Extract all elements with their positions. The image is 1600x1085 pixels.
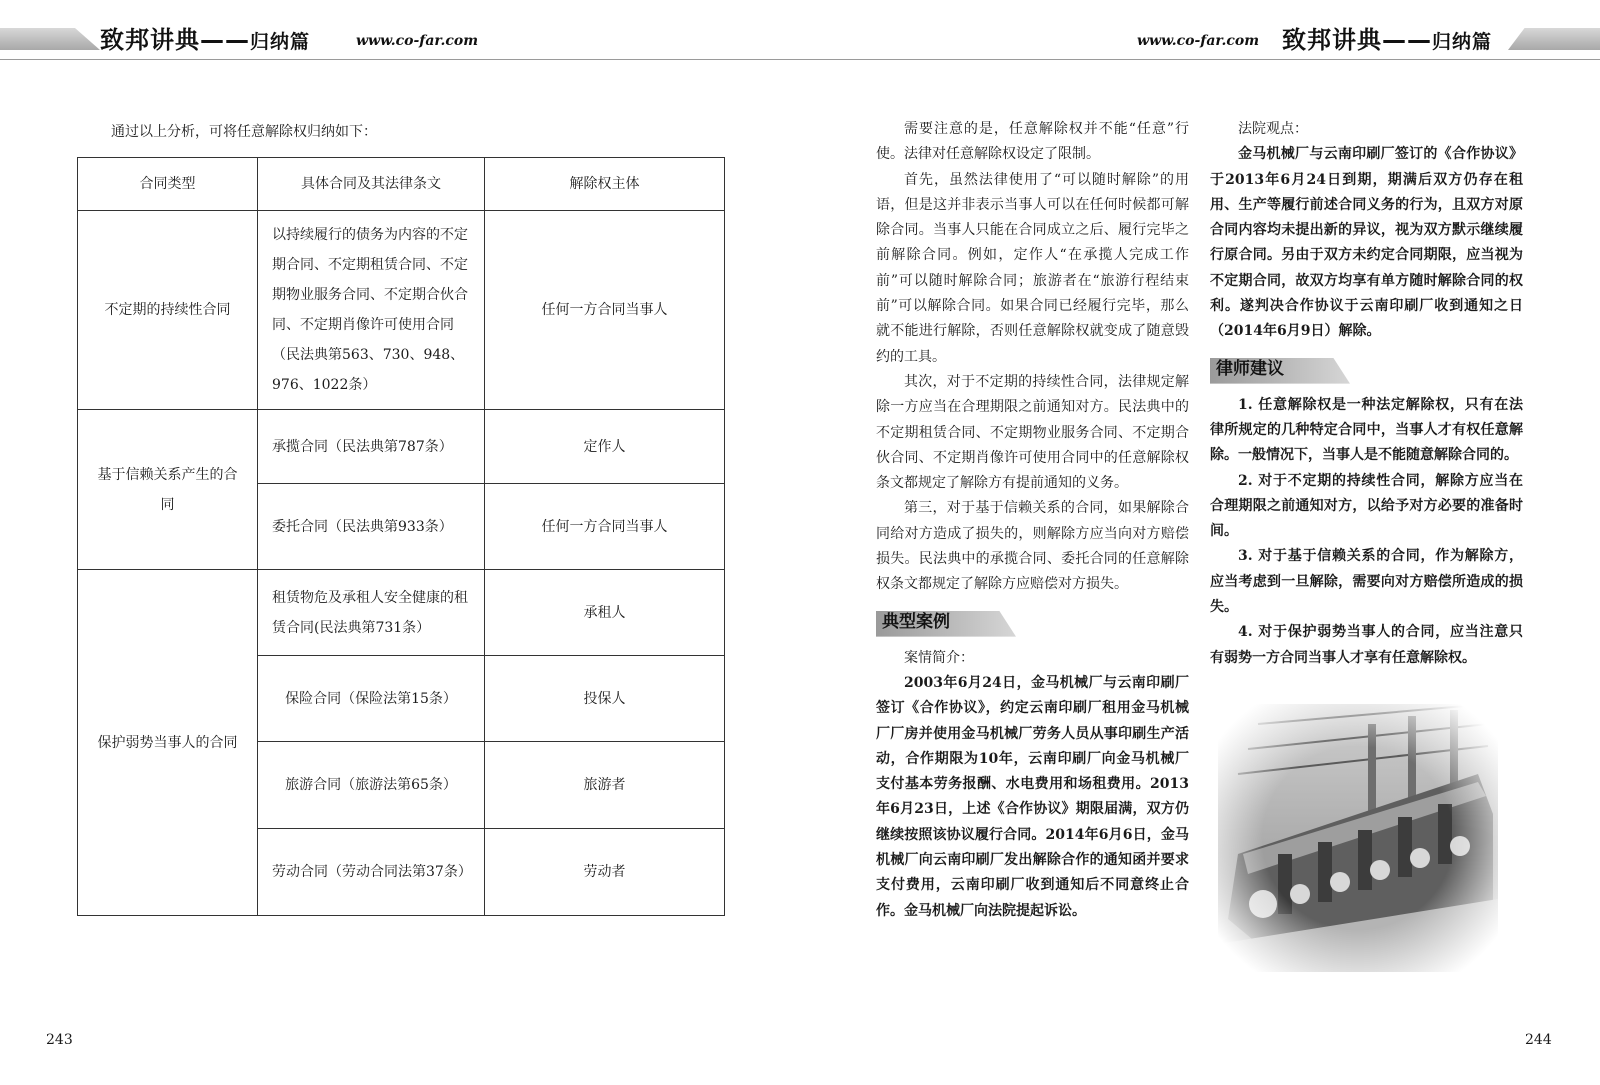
page-header [0, 0, 1600, 60]
table-header-cell: 合同类型 [78, 158, 258, 211]
rescission-party-cell: 旅游者 [485, 742, 725, 829]
printing-press-photo [1218, 704, 1498, 972]
rescission-party-cell: 承租人 [485, 570, 725, 656]
paragraph: 第三，对于基于信赖关系的合同，如果解除合同给对方造成了损失的，则解除方应当向对方赔偿损失。民法典中的承揽合同、委托合同的任意解除权条文都规定了解除方应赔偿对方损失。 [876, 500, 1189, 593]
contract-law-cell: 租赁物危及承租人安全健康的租赁合同(民法典第731条） [258, 570, 485, 656]
header-url-left: www.co-far.com [356, 33, 479, 49]
table-header-row [78, 158, 725, 211]
section-heading-case [876, 606, 1189, 640]
table-row [78, 211, 725, 410]
contract-law-cell: 旅游合同（旅游法第65条） [258, 742, 485, 829]
contract-type-cell: 不定期的持续性合同 [78, 211, 258, 410]
paragraph: 首先，虽然法律使用了“可以随时解除”的用语，但是这并非表示当事人可以在任何时候都可解除合同。当事人只能在合同成立之后、履行完毕之前解除合同。例如，定作人“在承揽人完成工作前”可以随时解除合同；旅游者在“旅游行程结束前”可以解除合同。如果合同已经履行完毕，那么就不能进行解除，否则任意解除权就变成了随意毁约的工具。 [876, 171, 1189, 365]
section-heading-label: 典型案例 [882, 611, 950, 632]
rescission-party-cell: 任何一方合同当事人 [485, 211, 725, 410]
court-text: 金马机械厂与云南印刷厂签订的《合作协议》于2013年6月24日到期，期满后双方仍存在租用、生产等履行前述合同义务的行为，且双方对原合同内容均未提出新的异议，视为双方默示继续履行原合同。另由于双方未约定合同期限，应当视为不定期合同，故双方均享有单方随时解除合同的权利。遂判决合作协议于云南印刷厂收到通知之日（2014年6月9日）解除。 [1210, 146, 1523, 340]
page-number-right: 244 [1525, 1032, 1552, 1048]
contract-law-cell: 劳动合同（劳动合同法第37条） [258, 829, 485, 916]
advice-item: 2. 对于不定期的持续性合同，解除方应当在合理期限之前通知对方，以给予对方必要的准备时间。 [1210, 472, 1523, 540]
section-heading-advice [1210, 353, 1523, 387]
table-header-cell: 具体合同及其法律条文 [258, 158, 485, 211]
page-number-left: 243 [46, 1032, 73, 1048]
header-bar-left [0, 28, 100, 50]
header-rule [0, 59, 1600, 60]
case-text: 2003年6月24日，金马机械厂与云南印刷厂签订《合作协议》，约定云南印刷厂租用金马机械厂厂房并使用金马机械厂劳务人员从事印刷生产活动，合作期限为10年，云南印刷厂向金马机械厂支付基本劳务报酬、水电费用和场租费用。2013年6月23日，上述《合作协议》期限届满，双方仍继续按照该协议履行合同。2014年6月6日，金马机械厂向云南印刷厂发出解除合作的通知函并要求支付费用，云南印刷厂收到通知后不同意终止合作。金马机械厂向法院提起诉讼。 [876, 674, 1189, 919]
contract-type-cell: 基于信赖关系产生的合同 [78, 410, 258, 570]
advice-item: 3. 对于基于信赖关系的合同，作为解除方，应当考虑到一旦解除，需要向对方赔偿所造成的损失。 [1210, 548, 1523, 616]
section-heading-label: 律师建议 [1216, 358, 1284, 379]
header-title-left: 致邦讲典——归纳篇 [100, 26, 311, 54]
intro-text: 通过以上分析，可将任意解除权归纳如下： [111, 124, 377, 140]
court-label: 法院观点： [1238, 121, 1308, 137]
table-row [78, 410, 725, 484]
rescission-party-cell: 投保人 [485, 656, 725, 742]
article-column-2 [1210, 117, 1523, 671]
article-column-1 [876, 117, 1189, 924]
contract-law-cell: 保险合同（保险法第15条） [258, 656, 485, 742]
header-url-right: www.co-far.com [1137, 33, 1260, 49]
contract-law-cell: 承揽合同（民法典第787条） [258, 410, 485, 484]
contract-law-cell: 委托合同（民法典第933条） [258, 484, 485, 570]
table-row [78, 570, 725, 656]
contract-law-cell: 以持续履行的债务为内容的不定期合同、不定期租赁合同、不定期物业服务合同、不定期合伙合同、不定期肖像许可使用合同（民法典第563、730、948、976、1022条） [258, 211, 485, 410]
rescission-party-cell: 定作人 [485, 410, 725, 484]
header-title-right: 致邦讲典——归纳篇 [1282, 26, 1493, 54]
case-label: 案情简介： [904, 649, 974, 666]
advice-item: 1. 任意解除权是一种法定解除权，只有在法律所规定的几种特定合同中，当事人才有权任意解除。一般情况下，当事人是不能随意解除合同的。 [1210, 396, 1523, 464]
advice-item: 4. 对于保护弱势当事人的合同，应当注意只有弱势一方合同当事人才享有任意解除权。 [1210, 624, 1523, 666]
table-header-cell: 解除权主体 [485, 158, 725, 211]
paragraph: 其次，对于不定期的持续性合同，法律规定解除一方应当在合理期限之前通知对方。民法典中的不定期租赁合同、不定期物业服务合同、不定期合伙合同、不定期肖像许可使用合同中的任意解除权条文都规定了解除方有提前通知的义务。 [876, 373, 1189, 492]
paragraph: 需要注意的是，任意解除权并不能“任意”行使。法律对任意解除权设定了限制。 [876, 121, 1189, 163]
rescission-party-cell: 任何一方合同当事人 [485, 484, 725, 570]
header-bar-right [1508, 28, 1600, 50]
rescission-party-cell: 劳动者 [485, 829, 725, 916]
contract-type-cell: 保护弱势当事人的合同 [78, 570, 258, 916]
summary-table [77, 157, 725, 916]
